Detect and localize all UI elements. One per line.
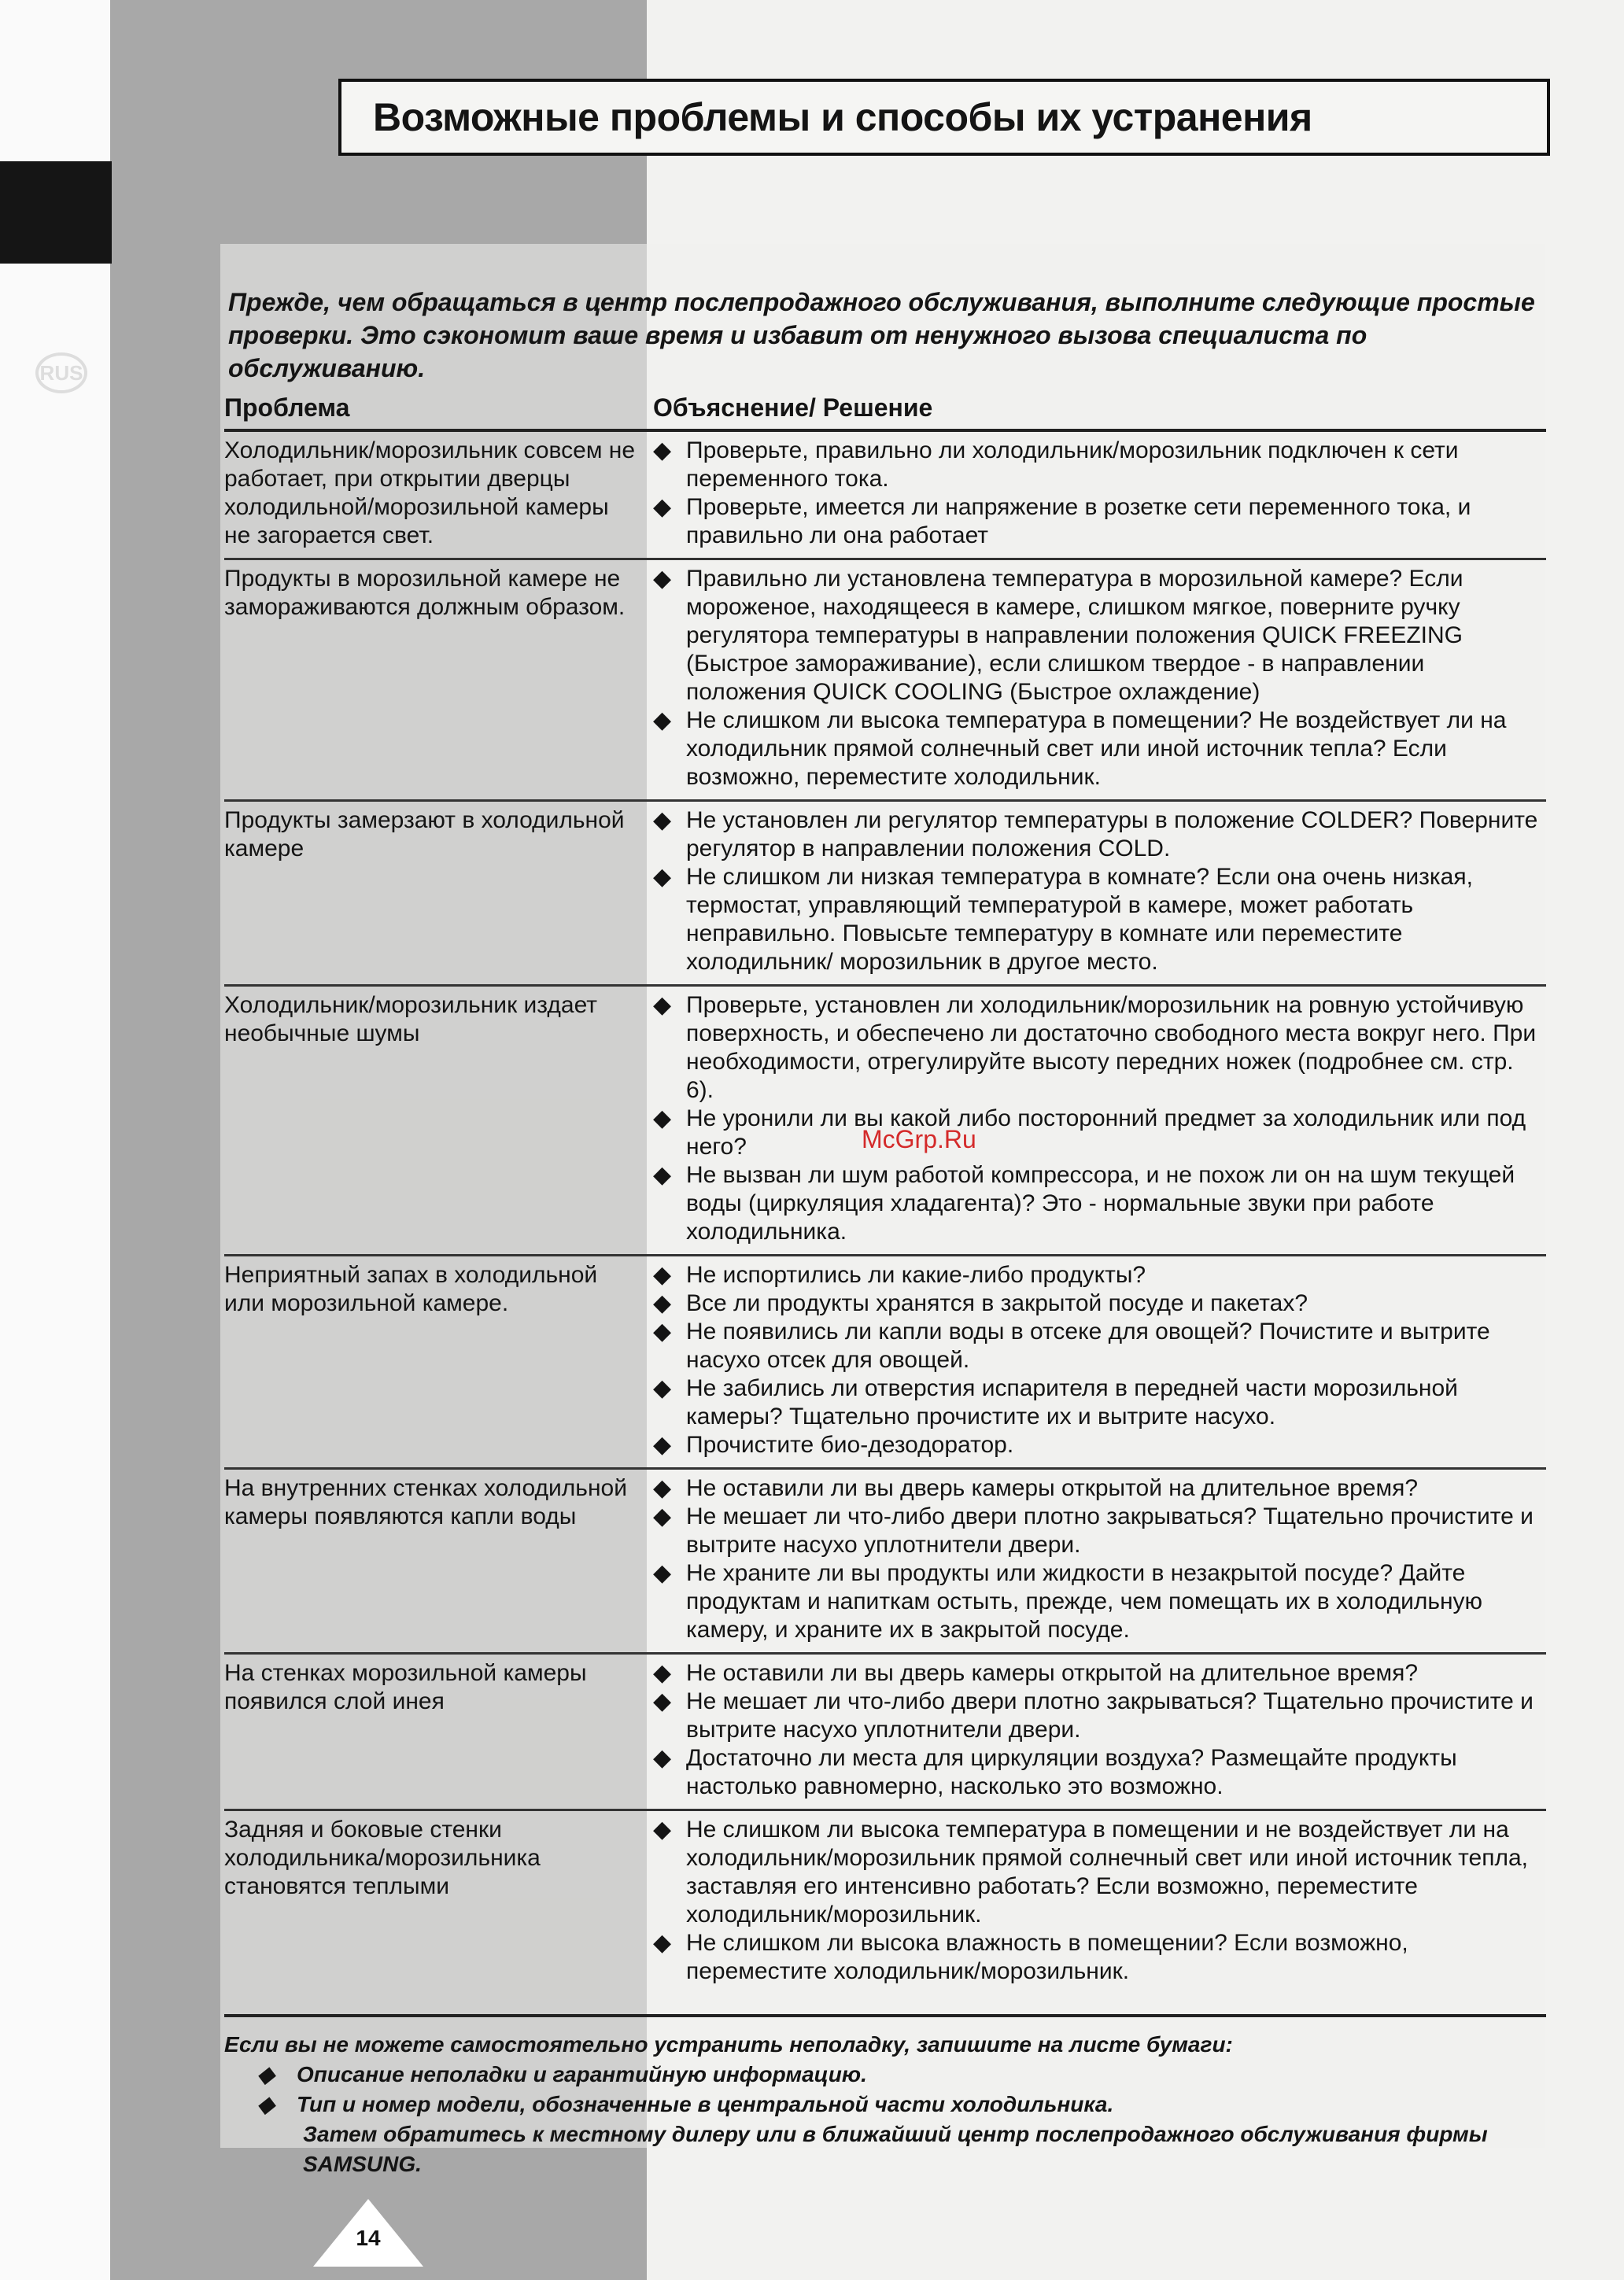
solution-item (653, 863, 1546, 976)
bullet-icon: ◆ (257, 2092, 275, 2116)
watermark: McGrp.Ru (862, 1125, 976, 1153)
title-box (338, 79, 1550, 156)
problem-cell: На стенках морозильной камеры появился слой инея (224, 1660, 587, 1714)
footer-closing: Затем обратитесь к местному дилеру или в ближайший центр послепродажного обслуживания фирмы SAMSUNG. (303, 2122, 1488, 2176)
solution-item (653, 1161, 1546, 1246)
problem-cell: На внутренних стенках холодильной камеры появляются капли воды (224, 1475, 627, 1529)
solution-cell (653, 1261, 1546, 1459)
solution-item (653, 1474, 1546, 1503)
bullet-icon: ◆ (257, 2062, 275, 2086)
solution-text: Не храните ли вы продукты или жидкости в незакрытой посуде? Дайте продуктам и напиткам остыть, прежде, чем помещать их в холодильную камеру, и храните их в закрытой посуде. (686, 1560, 1483, 1643)
table-row (224, 1470, 1546, 1655)
language-tab (0, 161, 112, 385)
solution-item (653, 1559, 1546, 1644)
bullet-icon: ◆ (653, 1503, 672, 1529)
language-badge: RUS (35, 352, 87, 393)
left-margin (0, 0, 110, 2280)
problem-cell: Продукты замерзают в холодильной камере (224, 807, 625, 861)
table-row (224, 802, 1546, 987)
solution-cell (653, 437, 1546, 550)
bullet-icon: ◆ (653, 1688, 672, 1714)
solution-text: Не мешает ли что-либо двери плотно закрываться? Тщательно прочистите и вытрите насухо уплотнители двери. (686, 1688, 1534, 1743)
bullet-icon: ◆ (653, 1262, 672, 1288)
solution-text: Не мешает ли что-либо двери плотно закрываться? Тщательно прочистите и вытрите насухо уплотнители двери. (686, 1503, 1534, 1558)
header-problem: Проблема (224, 393, 350, 422)
solution-text: Не слишком ли высока влажность в помещении? Если возможно, переместите холодильник/морозильник. (686, 1930, 1408, 1984)
bullet-icon: ◆ (653, 1105, 672, 1131)
page-number-text: 14 (356, 2226, 381, 2250)
bullet-icon: ◆ (653, 437, 672, 463)
table-row (224, 432, 1546, 560)
footer-item-text: Тип и номер модели, обозначенные в центральной части холодильника. (297, 2092, 1114, 2116)
bullet-icon: ◆ (653, 807, 672, 833)
footer-item (224, 2090, 1546, 2120)
solution-item (653, 1659, 1546, 1688)
solution-item (653, 1289, 1546, 1318)
solution-text: Не уронили ли вы какой либо посторонний предмет за холодильник или под него? (686, 1105, 1526, 1160)
solution-text: Проверьте, правильно ли холодильник/морозильник подключен к сети переменного тока. (686, 437, 1459, 492)
solution-text: Не забились ли отверстия испарителя в передней части морозильной камеры? Тщательно прочистите их и вытрите насухо. (686, 1375, 1458, 1430)
bullet-icon: ◆ (653, 1817, 672, 1843)
table-row (224, 987, 1546, 1256)
bullet-icon: ◆ (653, 707, 672, 733)
table-row (224, 1256, 1546, 1470)
solution-text: Не испортились ли какие-либо продукты? (686, 1262, 1146, 1288)
solution-text: Не вызван ли шум работой компрессора, и не похож ли он на шум текущей воды (циркуляция хладагента)? Это - нормальные звуки при работе холодильника. (686, 1162, 1515, 1245)
solution-text: Не оставили ли вы дверь камеры открытой на длительное время? (686, 1660, 1419, 1686)
solution-cell (653, 1816, 1546, 1986)
solution-text: Прочистите био-дезодоратор. (686, 1432, 1014, 1458)
bullet-icon: ◆ (653, 1319, 672, 1345)
solution-text: Не оставили ли вы дверь камеры открытой на длительное время? (686, 1475, 1419, 1501)
bullet-icon: ◆ (653, 1290, 672, 1316)
bullet-icon: ◆ (653, 1745, 672, 1771)
bullet-icon: ◆ (653, 1375, 672, 1401)
bullet-icon: ◆ (653, 1930, 672, 1956)
solution-item (653, 991, 1546, 1105)
solution-cell (653, 565, 1546, 791)
solution-item (653, 1318, 1546, 1374)
solution-item (653, 1431, 1546, 1459)
solution-text: Проверьте, установлен ли холодильник/морозильник на ровную устойчивую поверхность, и обеспечено ли достаточно свободного места вокруг него. При необходимости, отрегулируйте высоту передних ножек (подробнее см. стр. 6). (686, 992, 1537, 1103)
bullet-icon: ◆ (653, 864, 672, 890)
solution-item (653, 806, 1546, 863)
bullet-icon: ◆ (653, 1660, 672, 1686)
bullet-icon: ◆ (653, 1560, 672, 1586)
header-solution: Объяснение/ Решение (653, 393, 933, 422)
solution-cell (653, 1474, 1546, 1644)
problem-cell: Холодильник/морозильник издает необычные шумы (224, 992, 597, 1046)
solution-text: Проверьте, имеется ли напряжение в розетке сети переменного тока, и правильно ли она работает (686, 494, 1471, 548)
bullet-icon: ◆ (653, 1475, 672, 1501)
table-body (224, 432, 1546, 1994)
solution-item (653, 565, 1546, 707)
solution-text: Правильно ли установлена температура в морозильной камере? Если мороженое, находящееся в камере, слишком мягкое, поверните ручку регулятора температуры в направлении положения QUICK FREEZING (Быстрое замораживание), если слишком твердое - в направлении положения QUICK COOLING (Быстрое охлаждение) (686, 566, 1463, 705)
solution-item (653, 707, 1546, 791)
solution-text: Не установлен ли регулятор температуры в положение COLDER? Поверните регулятор в направлении положения COLD. (686, 807, 1538, 861)
page-title: Возможные проблемы и способы их устранения (373, 95, 1312, 139)
solution-text: Все ли продукты хранятся в закрытой посуде и пакетах? (686, 1290, 1308, 1316)
page-number (313, 2199, 423, 2267)
troubleshooting-table (224, 393, 1546, 1994)
solution-item (653, 1744, 1546, 1801)
solution-text: Достаточно ли места для циркуляции воздуха? Размещайте продукты настолько равномерно, насколько это возможно. (686, 1745, 1457, 1799)
solution-text: Не слишком ли высока температура в помещении? Не воздействует ли на холодильник прямой солнечный свет или иной источник тепла? Если возможно, переместите холодильник. (686, 707, 1507, 790)
solution-cell (653, 806, 1546, 976)
bullet-icon: ◆ (653, 992, 672, 1018)
solution-item (653, 1503, 1546, 1559)
solution-item (653, 1929, 1546, 1986)
problem-cell: Неприятный запах в холодильной или морозильной камере. (224, 1262, 598, 1316)
solution-cell (653, 1659, 1546, 1801)
solution-text: Не появились ли капли воды в отсеке для овощей? Почистите и вытрите насухо отсек для овощей. (686, 1319, 1490, 1373)
bullet-icon: ◆ (653, 1162, 672, 1188)
problem-cell: Продукты в морозильной камере не замораживаются должным образом. (224, 566, 626, 620)
table-row (224, 1655, 1546, 1811)
table-header (224, 393, 1546, 432)
solution-cell (653, 991, 1546, 1246)
solution-text: Не слишком ли высока температура в помещении и не воздействует ли на холодильник/морозильник прямой солнечный свет или иной источник тепла, заставляя его интенсивно работать? Если возможно, переместите холодильник/морозильник. (686, 1817, 1529, 1928)
bullet-icon: ◆ (653, 566, 672, 592)
solution-item (653, 1688, 1546, 1744)
solution-item (653, 1374, 1546, 1431)
solution-item (653, 1816, 1546, 1929)
intro-text: Прежде, чем обращаться в центр послепродажного обслуживания, выполните следующие простые проверки. Это сэкономит ваше время и избавит от ненужного вызова специалиста по обслуживанию. (228, 288, 1535, 382)
footer-item (224, 2060, 1546, 2090)
problem-cell: Задняя и боковые стенки холодильника/морозильника становятся теплыми (224, 1817, 541, 1899)
footer-note (224, 2030, 1546, 2179)
solution-item (653, 1261, 1546, 1289)
table-row (224, 560, 1546, 802)
solution-item (653, 493, 1546, 550)
bottom-divider (224, 2014, 1546, 2017)
table-row (224, 1811, 1546, 1994)
solution-item (653, 437, 1546, 493)
footer-intro: Если вы не можете самостоятельно устранить неполадку, запишите на листе бумаги: (224, 2032, 1233, 2057)
bullet-icon: ◆ (653, 494, 672, 520)
solution-text: Не слишком ли низкая температура в комнате? Если она очень низкая, термостат, управляющий температурой в камере, может работать неправильно. Повысьте температуру в комнате или переместите холодильник/ морозильник в другое место. (686, 864, 1473, 975)
solution-item (653, 1105, 1546, 1161)
problem-cell: Холодильник/морозильник совсем не работает, при открытии дверцы холодильной/морозильной камеры не загорается свет. (224, 437, 636, 548)
footer-item-text: Описание неполадки и гарантийную информацию. (297, 2062, 867, 2086)
bullet-icon: ◆ (653, 1432, 672, 1458)
